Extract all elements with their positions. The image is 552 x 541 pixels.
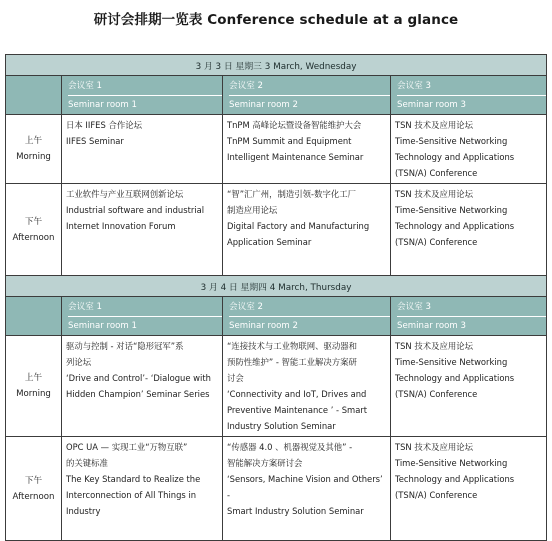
session-row bbox=[6, 184, 547, 276]
room-header-blank bbox=[6, 297, 62, 336]
period-cn: 上午 bbox=[24, 373, 43, 383]
room-name-en: Seminar room 1 bbox=[68, 95, 222, 112]
seminar-cell-room-2 bbox=[223, 184, 391, 276]
seminar-text-line: Technology and Applications bbox=[395, 474, 515, 484]
seminar-text-line: TSN 技术及应用论坛 bbox=[395, 189, 473, 199]
room-name-en: Seminar room 2 bbox=[229, 95, 390, 112]
seminar-text-line: (TSN/A) Conference bbox=[395, 237, 478, 247]
seminar-text-line: Time-Sensitive Networking bbox=[395, 136, 508, 146]
day-header-row bbox=[6, 276, 547, 297]
seminar-text-line: Internet Innovation Forum bbox=[66, 221, 176, 231]
period-label bbox=[6, 115, 62, 184]
seminar-text-line: 预防性维护” - 智能工业解决方案研 bbox=[227, 357, 357, 367]
period-en: Morning bbox=[16, 152, 51, 162]
room-header-row bbox=[6, 297, 547, 336]
room-header-row bbox=[6, 76, 547, 115]
seminar-cell-room-1 bbox=[62, 437, 223, 541]
seminar-text-line: ‘Drive and Control’- ‘Dialogue with bbox=[66, 373, 211, 383]
seminar-cell-room-3 bbox=[391, 437, 547, 541]
room-header-blank bbox=[6, 76, 62, 115]
room-name-cn: 会议室 2 bbox=[229, 302, 263, 312]
seminar-text-line: Application Seminar bbox=[227, 237, 312, 247]
seminar-text-line: (TSN/A) Conference bbox=[395, 168, 478, 178]
seminar-text-line: Time-Sensitive Networking bbox=[395, 205, 508, 215]
page-title: 研讨会排期一览表 Conference schedule at a glance bbox=[93, 12, 459, 28]
seminar-text-line: 驱动与控制 - 对话“隐形冠军”系 bbox=[66, 341, 184, 351]
room-name-en: Seminar room 3 bbox=[397, 316, 546, 333]
seminar-text-line: Digital Factory and Manufacturing bbox=[227, 221, 370, 231]
room-name-en: Seminar room 2 bbox=[229, 316, 390, 333]
seminar-text-line: ‘Connectivity and IoT, Drives and bbox=[227, 389, 367, 399]
seminar-text-line: OPC UA — 实现工业“万物互联” bbox=[66, 442, 188, 452]
seminar-text-line: 工业软件与产业互联网创新论坛 bbox=[66, 189, 184, 199]
seminar-text-line: 讨会 bbox=[227, 373, 244, 383]
day-header-row bbox=[6, 55, 547, 76]
period-label bbox=[6, 437, 62, 541]
seminar-cell-room-1 bbox=[62, 184, 223, 276]
seminar-cell-room-3 bbox=[391, 336, 547, 437]
seminar-text-line: “传感器 4.0 、机器视觉及其他” - bbox=[227, 442, 353, 452]
room-name-cn: 会议室 1 bbox=[68, 302, 102, 312]
seminar-text-line: TSN 技术及应用论坛 bbox=[395, 442, 473, 452]
session-row bbox=[6, 437, 547, 541]
room-header-1 bbox=[62, 76, 223, 115]
seminar-text-line: IIFES Seminar bbox=[66, 136, 124, 146]
period-en: Afternoon bbox=[12, 232, 55, 243]
room-name-en: Seminar room 1 bbox=[68, 316, 222, 333]
period-en: Afternoon bbox=[12, 491, 55, 502]
seminar-cell-room-2 bbox=[223, 336, 391, 437]
seminar-text-line: Smart Industry Solution Seminar bbox=[227, 506, 364, 516]
room-header-2 bbox=[223, 297, 391, 336]
seminar-text-line: Technology and Applications bbox=[395, 221, 515, 231]
room-name-cn: 会议室 3 bbox=[397, 302, 431, 312]
seminar-text-line: “智”汇广州，制造引领-数字化工厂 bbox=[227, 189, 356, 199]
seminar-text-line: 智能解决方案研讨会 bbox=[227, 458, 303, 468]
room-header-3 bbox=[391, 76, 547, 115]
seminar-text-line: TnPM 高峰论坛暨设备智能维护大会 bbox=[227, 120, 362, 130]
seminar-text-line: ‘Sensors, Machine Vision and Others’ - bbox=[227, 474, 383, 500]
seminar-text-line: (TSN/A) Conference bbox=[395, 490, 478, 500]
schedule-table bbox=[5, 54, 547, 541]
seminar-text-line: Preventive Maintenance ’ - Smart bbox=[227, 405, 368, 415]
seminar-text-line: Industrial software and industrial bbox=[66, 205, 205, 215]
seminar-cell-room-1 bbox=[62, 336, 223, 437]
period-label bbox=[6, 336, 62, 437]
seminar-text-line: 日本 IIFES 合作论坛 bbox=[66, 120, 142, 130]
day-label: 3 月 3 日 星期三 3 March, Wednesday bbox=[6, 55, 547, 76]
seminar-text-line: Technology and Applications bbox=[395, 373, 515, 383]
seminar-text-line: Interconnection of All Things in bbox=[66, 490, 197, 500]
seminar-cell-room-1 bbox=[62, 115, 223, 184]
seminar-text-line: 的关键标准 bbox=[66, 458, 108, 468]
session-row bbox=[6, 115, 547, 184]
room-header-2 bbox=[223, 76, 391, 115]
seminar-text-line: “连接技术与工业物联网、驱动器和 bbox=[227, 341, 357, 351]
period-cn: 上午 bbox=[24, 136, 43, 146]
seminar-cell-room-2 bbox=[223, 115, 391, 184]
seminar-cell-room-3 bbox=[391, 184, 547, 276]
period-en: Morning bbox=[16, 389, 51, 399]
room-name-cn: 会议室 2 bbox=[229, 81, 263, 91]
seminar-text-line: The Key Standard to Realize the bbox=[66, 474, 201, 484]
seminar-text-line: 列论坛 bbox=[66, 357, 92, 367]
period-cn: 下午 bbox=[24, 216, 43, 227]
seminar-text-line: TnPM Summit and Equipment bbox=[227, 136, 352, 146]
room-name-cn: 会议室 3 bbox=[397, 81, 431, 91]
seminar-text-line: TSN 技术及应用论坛 bbox=[395, 341, 473, 351]
seminar-text-line: Technology and Applications bbox=[395, 152, 515, 162]
seminar-text-line: Industry bbox=[66, 506, 101, 516]
period-cn: 下午 bbox=[24, 475, 43, 486]
seminar-text-line: Industry Solution Seminar bbox=[227, 421, 336, 431]
seminar-cell-room-2 bbox=[223, 437, 391, 541]
session-row bbox=[6, 336, 547, 437]
day-label: 3 月 4 日 星期四 4 March, Thursday bbox=[6, 276, 547, 297]
seminar-cell-room-3 bbox=[391, 115, 547, 184]
seminar-text-line: TSN 技术及应用论坛 bbox=[395, 120, 473, 130]
room-name-cn: 会议室 1 bbox=[68, 81, 102, 91]
seminar-text-line: Hidden Champion’ Seminar Series bbox=[66, 389, 210, 399]
room-name-en: Seminar room 3 bbox=[397, 95, 546, 112]
seminar-text-line: 制造应用论坛 bbox=[227, 205, 278, 215]
seminar-text-line: Intelligent Maintenance Seminar bbox=[227, 152, 364, 162]
room-header-3 bbox=[391, 297, 547, 336]
seminar-text-line: Time-Sensitive Networking bbox=[395, 458, 508, 468]
period-label bbox=[6, 184, 62, 276]
seminar-text-line: Time-Sensitive Networking bbox=[395, 357, 508, 367]
seminar-text-line: (TSN/A) Conference bbox=[395, 389, 478, 399]
room-header-1 bbox=[62, 297, 223, 336]
